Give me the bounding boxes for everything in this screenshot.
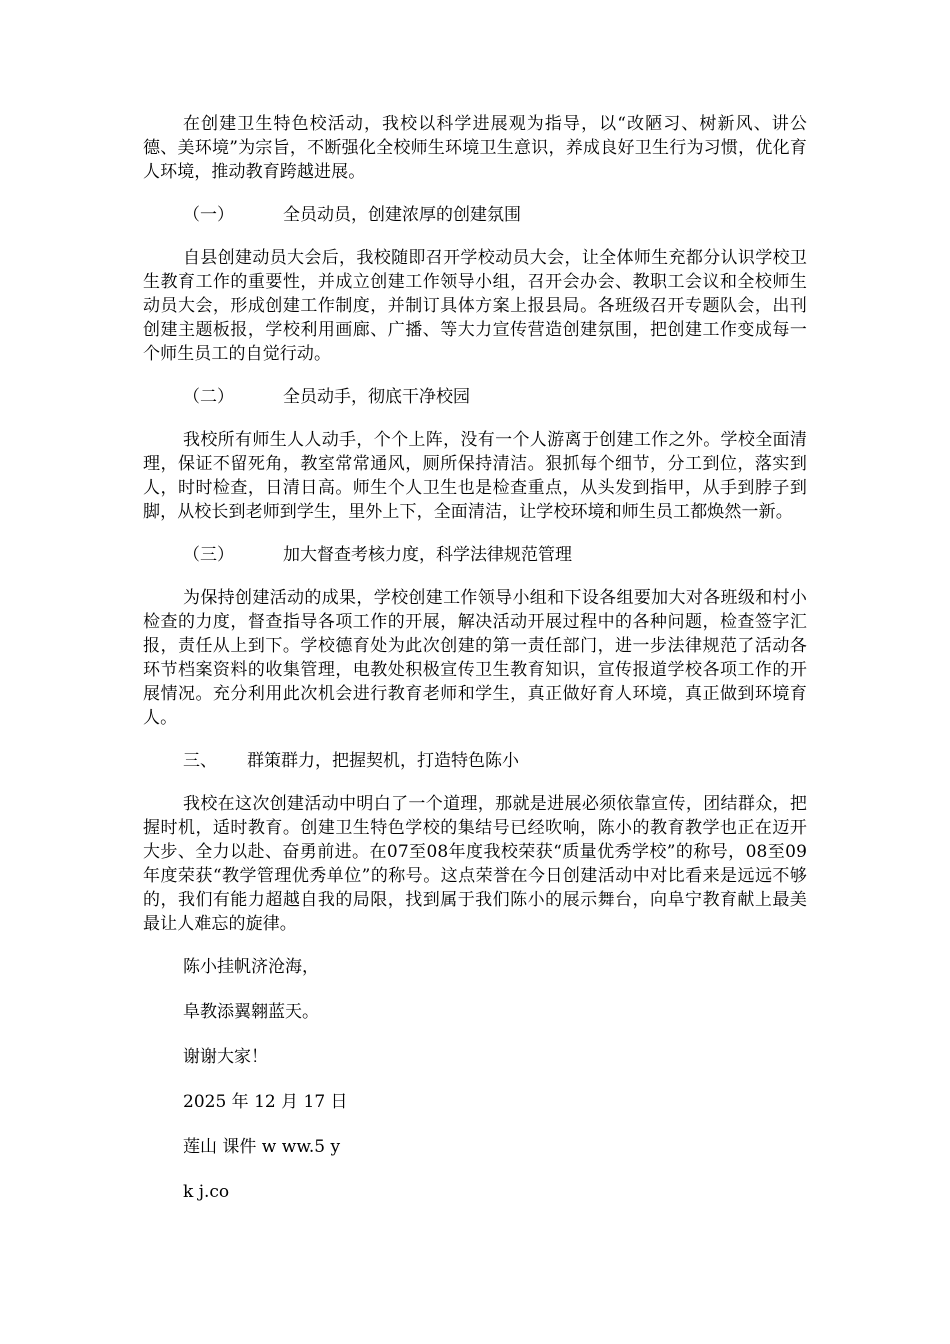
footer-line-2: k j.co — [183, 1182, 230, 1202]
footer-line-1: 莲山 课件 w ww.5 y — [183, 1137, 341, 1157]
thanks-line: 谢谢大家！ — [183, 1047, 268, 1067]
part-3-number: 三、 — [183, 751, 217, 771]
section-1-paragraph: 自县创建动员大会后，我校随即召开学校动员大会，让全体师生充都分认识学校卫生教育工作的重要性，并成立创建工作领导小组，召开会办会、教职工会议和全校师生动员大会，形成创建工作制度，并制订具体方案上报县局。各班级召开专题队会，出刊创建主题板报，学校利用画廊、广播、等大力宣传营造创建氛围，把创建工作变成每一个师生员工的自觉行动。 — [143, 248, 807, 364]
intro-paragraph: 在创建卫生特色校活动，我校以科学进展观为指导，以“改陋习、树新风、讲公德、美环境”为宗旨，不断强化全校师生环境卫生意识，养成良好卫生行为习惯，优化育人环境，推动教育跨越进展。 — [143, 114, 807, 182]
section-1-number: （一） — [183, 205, 234, 225]
section-2-number: （二） — [183, 387, 234, 407]
part-3-paragraph: 我校在这次创建活动中明白了一个道理，那就是进展必须依靠宣传，团结群众，把握时机，适时教育。创建卫生特色学校的集结号已经吹响，陈小的教育教学也正在迈开大步、全力以赴、奋勇前进。在07至08年度我校荣获“质量优秀学校”的称号，08至09年度荣获“教学管理优秀单位”的称号。这点荣誉在今日创建活动中对比看来是远远不够的，我们有能力超越自我的局限，找到属于我们陈小的展示舞台，向阜宁教育献上最美最让人难忘的旋律。 — [143, 794, 807, 934]
couplet-line-2: 阜教添翼翱蓝天。 — [183, 1002, 319, 1022]
section-2-paragraph: 我校所有师生人人动手，个个上阵，没有一个人游离于创建工作之外。学校全面清理，保证不留死角，教室常常通风，厕所保持清洁。狠抓每个细节，分工到位，落实到人，时时检查，日清日高。师生个人卫生也是检查重点，从头发到指甲，从手到脖子到脚，从校长到老师到学生，里外上下，全面清洁，让学校环境和师生员工都焕然一新。 — [143, 430, 807, 522]
section-1-title: 全员动员，创建浓厚的创建氛围 — [283, 205, 521, 225]
section-3-heading — [143, 543, 807, 567]
document-body — [143, 112, 807, 1225]
section-2-title: 全员动手，彻底干净校园 — [283, 387, 470, 407]
section-3-paragraph: 为保持创建活动的成果，学校创建工作领导小组和下设各组要加大对各班级和村小检查的力度，督查指导各项工作的开展，解决活动开展过程中的各种问题，检查签字汇报，责任从上到下。学校德育处为此次创建的第一责任部门，进一步法律规范了活动各环节档案资料的收集管理，电教处积极宣传卫生教育知识，宣传报道学校各项工作的开展情况。充分利用此次机会进行教育老师和学生，真正做好育人环境，真正做到环境育人。 — [143, 588, 807, 728]
section-2-heading — [143, 385, 807, 409]
part-3-heading — [143, 749, 807, 773]
section-3-number: （三） — [183, 545, 234, 565]
section-3-title: 加大督查考核力度，科学法律规范管理 — [283, 545, 572, 565]
part-3-title: 群策群力，把握契机，打造特色陈小 — [247, 751, 519, 771]
date-line: 2025 年 12 月 17 日 — [183, 1092, 348, 1112]
couplet-line-1: 陈小挂帆济沧海， — [183, 957, 319, 977]
section-1-heading — [143, 203, 807, 227]
